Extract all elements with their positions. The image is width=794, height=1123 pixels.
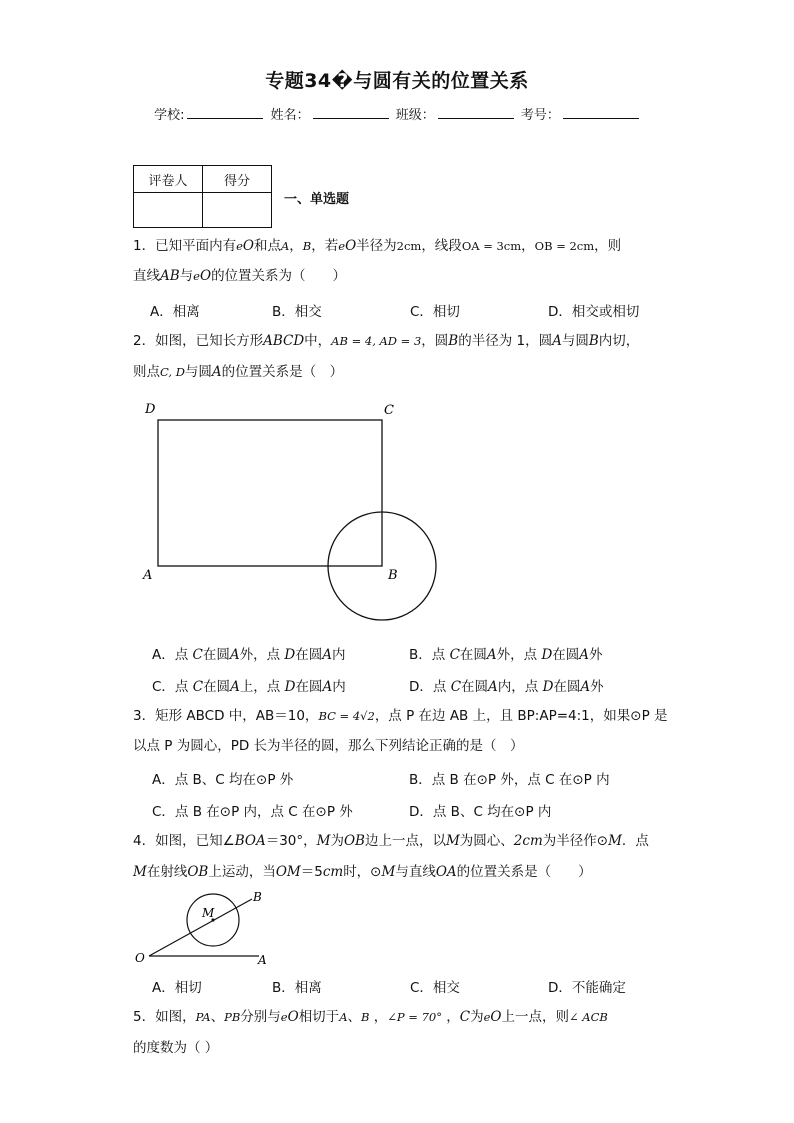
- q5-text: 分别与: [240, 1009, 281, 1025]
- q4-cm: cm: [322, 864, 344, 880]
- label-D: D: [145, 402, 156, 417]
- q1-O: O: [199, 268, 212, 284]
- question-2: [133, 331, 673, 382]
- q2-text: 的位置关系是（ ）: [221, 364, 344, 380]
- q1-O: O: [345, 238, 357, 254]
- question-4-line-2: [133, 862, 673, 882]
- opt-text: D．点: [409, 679, 451, 695]
- q5-text: 上一点，则: [501, 1009, 569, 1025]
- score-header: 得分: [203, 166, 272, 193]
- q4-text: 4．如图，已知∠: [133, 833, 235, 849]
- rectangle-ABCD: [158, 420, 382, 566]
- score-table: [133, 165, 272, 228]
- q4-text: 边上一点，以: [364, 833, 446, 849]
- q2-text: 与圆: [184, 364, 212, 380]
- opt-text: 在圆: [552, 647, 580, 663]
- opt-point: A: [486, 647, 497, 663]
- q1-text: 半径为: [356, 238, 397, 254]
- q3-option-b[interactable]: B．点 B 在⊙P 外，点 C 在⊙P 内: [409, 772, 610, 788]
- question-4: [133, 831, 673, 882]
- label-A: A: [258, 953, 267, 967]
- school-blank[interactable]: [187, 106, 263, 119]
- q1-text: ，若: [311, 238, 339, 254]
- question-2-line-2: [133, 362, 673, 382]
- q1-option-c[interactable]: C．相切: [410, 304, 460, 320]
- q5-angle: ∠P = 70°: [387, 1010, 442, 1024]
- opt-text: 外，点: [496, 647, 542, 663]
- q1-OA: OA = 3cm: [461, 239, 522, 253]
- student-info-line: [0, 104, 794, 123]
- opt-point: D: [284, 647, 296, 663]
- q1-text: 和点: [253, 238, 281, 254]
- q4-OB: OB: [343, 833, 365, 849]
- q2-A: A: [211, 364, 222, 380]
- question-3-line-1: [133, 706, 673, 726]
- question-3-line-2: 以点 P 为圆心，PD 长为半径的圆，那么下列结论正确的是（ ）: [133, 738, 524, 754]
- q3-text: ，点 P 在边 AB 上，且 BP:AP=4:1，如果⊙P 是: [374, 708, 668, 724]
- label-M: M: [202, 906, 215, 920]
- number-label: 考号：: [520, 108, 560, 123]
- q2-text: ，圆: [421, 333, 449, 349]
- label-C: C: [384, 403, 394, 418]
- q1-text: ，线段: [421, 238, 462, 254]
- opt-text: 在圆: [553, 679, 581, 695]
- q2-text: 的半径为 1，圆: [458, 333, 553, 349]
- opt-text: 内，点: [497, 679, 543, 695]
- q1-text: 直线: [133, 268, 160, 284]
- q4-OA: OA: [435, 864, 457, 880]
- q1-text: ，则: [594, 238, 622, 254]
- q5-text: 为: [470, 1009, 484, 1025]
- question-5-line-2: 的度数为（ ）: [133, 1040, 219, 1056]
- q4-option-d[interactable]: D．不能确定: [548, 980, 626, 996]
- score-cell[interactable]: [203, 193, 272, 228]
- class-blank[interactable]: [438, 106, 514, 119]
- rectangle-circle-figure: [135, 395, 455, 630]
- q2-sides: AB = 4, AD = 3: [331, 334, 422, 348]
- opt-text: 在圆: [202, 647, 230, 663]
- question-1: [133, 236, 673, 286]
- q4-OM: OM: [275, 864, 301, 880]
- opt-point: D: [284, 679, 296, 695]
- q2-B: B: [588, 333, 599, 349]
- q2-option-b[interactable]: [409, 643, 603, 663]
- opt-text: 内: [332, 647, 346, 663]
- class-label: 班级：: [395, 108, 435, 123]
- page-title: 专题34�与圆有关的位置关系: [265, 70, 529, 92]
- label-A: A: [143, 568, 153, 583]
- label-B: B: [253, 890, 262, 904]
- q1-AB: AB: [160, 268, 180, 284]
- q4-M: M: [445, 833, 460, 849]
- opt-point: C: [192, 647, 203, 663]
- opt-text: 在圆: [295, 679, 323, 695]
- q1-text: ，: [521, 238, 535, 254]
- number-blank[interactable]: [563, 106, 639, 119]
- opt-point: A: [579, 647, 590, 663]
- q4-option-c[interactable]: C．相交: [410, 980, 460, 996]
- q1-A: A: [280, 239, 290, 253]
- q5-B: B: [361, 1010, 370, 1024]
- q2-text: 2．如图，已知长方形: [133, 333, 264, 349]
- question-1-line-1: [133, 236, 673, 256]
- q2-option-c[interactable]: [152, 675, 346, 695]
- q4-text: 的位置关系是（ ）: [456, 864, 592, 880]
- opt-point: C: [450, 679, 462, 695]
- opt-text: C．点: [152, 679, 193, 695]
- q2-text: 与圆: [561, 333, 589, 349]
- q4-BOA: BOA: [234, 833, 266, 849]
- opt-text: 在圆: [461, 679, 489, 695]
- q4-text: 上运动，当: [208, 864, 276, 880]
- ray-OB: [149, 899, 252, 956]
- q3-option-c[interactable]: C．点 B 在⊙P 内，点 C 在⊙P 外: [152, 804, 353, 820]
- question-4-line-1: [133, 831, 673, 851]
- opt-point: D: [541, 647, 553, 663]
- grader-header: 评卷人: [134, 166, 203, 193]
- opt-text: 外，点: [239, 647, 285, 663]
- q5-PA: PA: [195, 1010, 211, 1024]
- q5-text: 、: [347, 1009, 361, 1025]
- q4-text: 为圆心、: [459, 833, 514, 849]
- q2-text: 内切，: [598, 333, 640, 349]
- q1-text: 的位置关系为（ ）: [211, 268, 347, 284]
- q4-text: ．点: [621, 833, 649, 849]
- q1-option-a[interactable]: A．相离: [150, 304, 200, 320]
- opt-text: 外: [589, 647, 603, 663]
- school-label: 学校:: [154, 108, 185, 123]
- opt-point: C: [192, 679, 204, 695]
- q4-text: 为: [330, 833, 344, 849]
- label-O: O: [135, 951, 145, 965]
- q4-M: M: [133, 864, 147, 880]
- q2-text: 中，: [304, 333, 332, 349]
- q4-text: ＝30°，: [265, 833, 317, 849]
- q4-text: ＝5: [300, 864, 323, 880]
- q5-text: 相切于: [298, 1009, 340, 1025]
- circle-symbol: e: [483, 1010, 491, 1024]
- circle-symbol: e: [236, 239, 243, 253]
- q5-A: A: [339, 1010, 348, 1024]
- q5-O: O: [490, 1009, 502, 1025]
- q2-ABCD: ABCD: [263, 333, 305, 349]
- q2-text: 则点: [133, 364, 160, 380]
- q3-text: 3．矩形 ABCD 中，AB＝10，: [133, 708, 319, 724]
- q3-bc: BC = 4√2: [318, 709, 375, 723]
- opt-text: 外: [590, 679, 604, 695]
- opt-point: A: [488, 679, 498, 695]
- angle-circle-figure: [130, 884, 280, 968]
- q1-text: 与: [179, 268, 194, 284]
- opt-text: 上，点: [239, 679, 285, 695]
- q4-M: M: [608, 833, 622, 849]
- name-label: 姓名：: [270, 108, 310, 123]
- q1-OB: OB = 2cm: [534, 239, 595, 253]
- circle-symbol: e: [280, 1010, 288, 1024]
- q2-A: A: [552, 333, 562, 349]
- q1-radius: 2cm: [396, 239, 422, 253]
- opt-text: B．点: [409, 647, 450, 663]
- opt-point: A: [322, 679, 333, 695]
- opt-point: A: [229, 647, 240, 663]
- opt-text: 在圆: [295, 647, 323, 663]
- q1-B: B: [302, 239, 312, 253]
- opt-text: A．点: [152, 647, 193, 663]
- q4-option-a[interactable]: A．相切: [152, 980, 202, 996]
- q4-radius: 2cm: [513, 833, 543, 849]
- q4-text: 与直线: [395, 864, 436, 880]
- q5-C: C: [459, 1009, 471, 1025]
- q3-option-a[interactable]: A．点 B、C 均在⊙P 外: [152, 772, 294, 788]
- q5-ACB: ∠ ACB: [569, 1010, 608, 1024]
- section-title: 一、单选题: [284, 192, 350, 207]
- question-5: [133, 1007, 673, 1058]
- q2-option-a[interactable]: [152, 643, 346, 663]
- q2-B: B: [448, 333, 459, 349]
- q1-O: O: [242, 238, 254, 254]
- circle-symbol: e: [193, 269, 200, 283]
- q1-option-b[interactable]: B．相交: [272, 304, 322, 320]
- circle-symbol: e: [338, 239, 346, 253]
- opt-point: D: [542, 679, 554, 695]
- q5-text: 、: [210, 1009, 225, 1025]
- question-3: [133, 706, 673, 756]
- q4-text: 时，⊙: [343, 864, 382, 880]
- q4-OB: OB: [187, 864, 209, 880]
- question-1-line-2: [133, 266, 673, 286]
- opt-point: C: [449, 647, 460, 663]
- q4-text: 在射线: [146, 864, 188, 880]
- q4-M: M: [316, 833, 331, 849]
- opt-point: A: [230, 679, 240, 695]
- q4-text: 为半径作⊙: [542, 833, 609, 849]
- opt-text: 内: [332, 679, 346, 695]
- q2-CD: C, D: [160, 365, 185, 379]
- q2-option-d[interactable]: [409, 675, 604, 695]
- q1-option-d[interactable]: D．相交或相切: [548, 304, 640, 320]
- q4-M: M: [381, 864, 396, 880]
- opt-point: A: [580, 679, 591, 695]
- q4-option-b[interactable]: B．相离: [272, 980, 322, 996]
- q1-text: ，: [289, 238, 303, 254]
- grader-cell[interactable]: [134, 193, 203, 228]
- q1-text: 1．已知平面内有: [133, 238, 237, 254]
- opt-point: A: [322, 647, 332, 663]
- q5-PB: PB: [224, 1010, 241, 1024]
- question-5-line-1: 5．如图，PA、PB分别与eO相切于A、B ，∠P = 70° ，C为eO上一点，则∠ ACB: [133, 1009, 608, 1025]
- opt-text: 在圆: [203, 679, 231, 695]
- name-blank[interactable]: [313, 106, 389, 119]
- q5-text: 5．如图，: [133, 1009, 196, 1025]
- opt-text: 在圆: [459, 647, 487, 663]
- question-2-line-1: [133, 331, 673, 351]
- q5-O: O: [287, 1009, 299, 1025]
- q3-option-d[interactable]: D．点 B、C 均在⊙P 内: [409, 804, 552, 820]
- label-B: B: [388, 568, 398, 583]
